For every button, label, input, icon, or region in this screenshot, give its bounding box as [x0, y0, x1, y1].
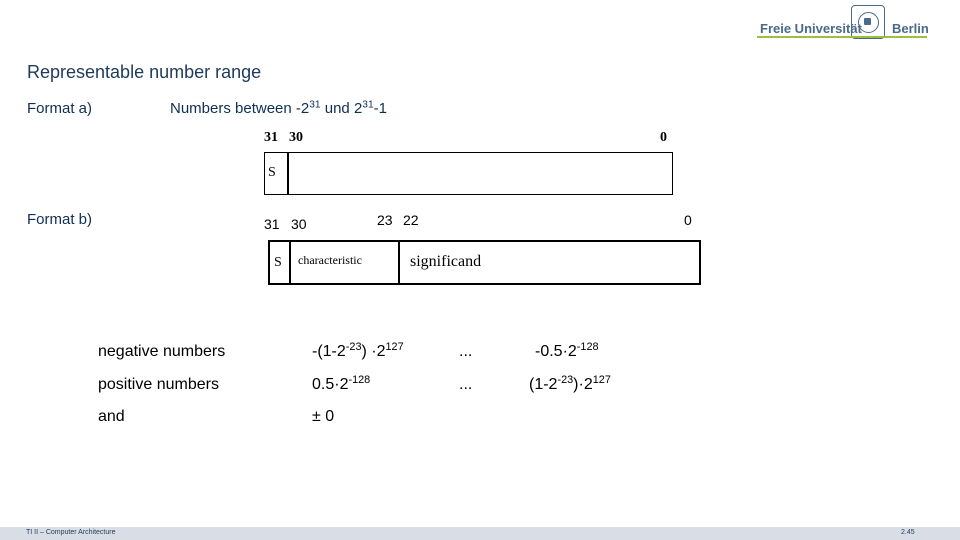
- format-a-description: Numbers between $-2^{31}$ und $2^{31}-1$: [170, 99, 387, 117]
- format-b-bit-31: 31: [264, 216, 280, 232]
- format-b-bit-22: 22: [403, 212, 419, 228]
- format-a-sign: S: [268, 165, 276, 180]
- format-b-sign-divider: [289, 240, 291, 285]
- positive-range-dots: ...: [459, 376, 473, 393]
- logo-underline: [757, 36, 927, 38]
- format-a-bit-30: 30: [289, 130, 303, 145]
- format-b-sign: S: [274, 255, 282, 270]
- format-a-label: Format a): [27, 100, 93, 117]
- format-b-characteristic: characteristic: [298, 253, 362, 267]
- format-b-bit-0: 0: [684, 212, 692, 228]
- negative-range-dots: ...: [459, 343, 473, 360]
- positive-min-value: $0.5\cdot 2^{-128}$: [312, 374, 371, 393]
- negative-max-value: $-0.5\cdot 2^{-128}$: [535, 341, 599, 360]
- format-b-significand: significand: [410, 253, 482, 270]
- and-label: and: [98, 408, 125, 425]
- format-b-bit-30: 30: [291, 216, 307, 232]
- negative-min-value: $-(1-2^{-23}) \cdot 2^{127}$: [312, 341, 404, 360]
- positive-numbers-label: positive numbers: [98, 376, 219, 393]
- footer-bar: [0, 527, 960, 540]
- logo-text-right: Berlin: [892, 21, 929, 36]
- page-title: Representable number range: [27, 62, 262, 82]
- format-b-characteristic-divider: [398, 240, 400, 285]
- university-seal-icon: [851, 5, 885, 39]
- footer-page-number: 2.45: [901, 529, 915, 536]
- zero-value: ± 0: [312, 408, 335, 425]
- footer-course-title: TI II – Computer Architecture: [26, 529, 116, 536]
- negative-numbers-label: negative numbers: [98, 343, 226, 360]
- format-a-bit-0: 0: [660, 130, 667, 145]
- logo-text-left: Freie Universität: [760, 21, 862, 36]
- format-a-bit-field: [264, 152, 673, 195]
- format-a-bit-31: 31: [264, 130, 278, 145]
- format-b-label: Format b): [27, 211, 93, 228]
- positive-max-value: $(1-2^{-23})\cdot 2^{127}$: [529, 374, 611, 393]
- format-b-bit-23: 23: [377, 212, 393, 228]
- format-a-sign-divider: [287, 152, 289, 195]
